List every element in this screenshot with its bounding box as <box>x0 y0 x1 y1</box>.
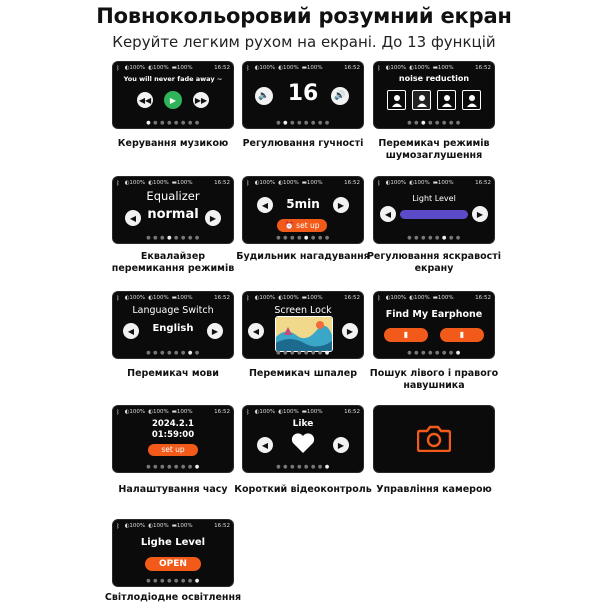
status-bar <box>116 64 230 72</box>
page-dots: ● ● ● ● ● ● ● ● <box>276 235 330 241</box>
language-value: English <box>152 323 194 334</box>
card-caption: Короткий відеоконтроль <box>234 484 372 495</box>
battery-level: ▬100% <box>301 295 323 301</box>
volume-up-icon[interactable]: 🔊 <box>331 87 349 105</box>
find-title: Find My Earphone <box>385 309 483 320</box>
card-caption: Керування музикою <box>117 138 229 149</box>
battery-level: ▬100% <box>432 180 454 186</box>
bluetooth-icon: ᛒ <box>377 179 381 187</box>
status-time: 16:52 <box>475 295 491 301</box>
page-dots: ● ● ● ● ● ● ● ● <box>407 350 461 356</box>
battery-level: ◐100% <box>254 295 276 301</box>
bluetooth-icon: ᛒ <box>246 294 250 302</box>
lock-screen <box>243 292 363 358</box>
person-icon[interactable] <box>462 90 481 110</box>
status-bar <box>377 64 491 72</box>
arrow-left-icon[interactable]: ◀ <box>125 210 141 226</box>
camera-screen <box>374 406 494 472</box>
language-title: Language Switch <box>132 305 214 316</box>
battery-level: ◐100% <box>254 180 276 186</box>
status-bar <box>116 522 230 530</box>
battery-level: ◐100% <box>409 180 430 186</box>
bluetooth-icon: ᛒ <box>377 64 381 72</box>
setup-button[interactable]: set up <box>148 444 198 456</box>
volume-screen <box>243 62 363 128</box>
arrow-right-icon[interactable]: ▶ <box>333 197 349 213</box>
person-icon[interactable] <box>437 90 456 110</box>
battery-level: ◐100% <box>148 295 169 301</box>
battery-level: ◐100% <box>124 180 146 186</box>
battery-level: ▬100% <box>432 65 454 71</box>
battery-level: ◐100% <box>385 65 407 71</box>
card-caption: Налаштування часу <box>118 484 228 495</box>
bluetooth-icon: ᛒ <box>116 408 120 416</box>
arrow-right-icon[interactable]: ▶ <box>205 210 221 226</box>
card-caption: Управління камерою <box>376 484 492 495</box>
battery-level: ▬100% <box>171 65 193 71</box>
find-right-button[interactable]: ▮ <box>440 328 484 342</box>
card-caption: Еквалайзер перемикання режимів <box>111 251 235 274</box>
battery-level: ◐100% <box>409 295 430 301</box>
page-dots: ● ● ● ● ● ● ● ● <box>407 235 461 241</box>
status-time: 16:52 <box>475 65 491 71</box>
brightness-slider[interactable] <box>400 210 468 219</box>
setup-button[interactable]: ⏰ set up <box>277 219 327 232</box>
page-dots: ● ● ● ● ● ● ● ● <box>276 120 330 126</box>
open-button[interactable]: OPEN <box>145 557 201 571</box>
battery-level: ▬100% <box>301 65 323 71</box>
status-time: 16:52 <box>344 180 360 186</box>
page-dots: ● ● ● ● ● ● ● ● <box>146 235 200 241</box>
card-caption: Перемикач мови <box>127 368 219 379</box>
status-time: 16:52 <box>214 295 230 301</box>
battery-level: ◐100% <box>385 295 407 301</box>
like-label: Like <box>292 419 314 429</box>
status-time: 16:52 <box>344 65 360 71</box>
battery-level: ▬100% <box>171 295 193 301</box>
arrow-right-icon[interactable]: ▶ <box>333 437 349 453</box>
status-time: 16:52 <box>475 180 491 186</box>
card-caption: Будильник нагадування <box>236 251 370 262</box>
bluetooth-icon: ᛒ <box>246 408 250 416</box>
card-caption: Пошук лівого і правого навушника <box>369 368 499 391</box>
page-subtitle: Керуйте легким рухом на екрані. До 13 функцій <box>112 33 496 51</box>
status-bar <box>377 294 491 302</box>
music-screen <box>113 62 233 128</box>
page-dots: ● ● ● ● ● ● ● ● <box>146 464 200 470</box>
date-value: 2024.2.1 <box>152 419 194 429</box>
battery-level: ▬100% <box>301 180 323 186</box>
light-screen <box>374 177 494 243</box>
bluetooth-icon: ᛒ <box>246 179 250 187</box>
status-bar <box>246 64 360 72</box>
card-caption: Регулювання яскравості екрану <box>366 251 502 274</box>
battery-level: ◐100% <box>148 523 169 529</box>
lighe-title: Lighe Level <box>140 537 206 548</box>
wallpaper-preview[interactable] <box>275 316 333 352</box>
noise-screen <box>374 62 494 128</box>
battery-level: ◐100% <box>254 409 276 415</box>
heart-icon[interactable] <box>291 432 315 458</box>
lighe-screen <box>113 520 233 586</box>
page-title: Повнокольоровий розумний екран <box>96 4 512 28</box>
alarm-screen <box>243 177 363 243</box>
battery-level: ◐100% <box>148 65 169 71</box>
arrow-right-icon[interactable]: ▶ <box>342 323 358 339</box>
bluetooth-icon: ᛒ <box>377 294 381 302</box>
battery-level: ◐100% <box>124 65 146 71</box>
status-bar <box>246 408 360 416</box>
status-bar <box>116 408 230 416</box>
play-icon[interactable]: ▶ <box>164 91 182 109</box>
find-left-button[interactable]: ▮ <box>384 328 428 342</box>
volume-down-icon[interactable]: 🔈 <box>255 87 273 105</box>
find-screen <box>374 292 494 358</box>
status-time: 16:52 <box>344 409 360 415</box>
status-time: 16:52 <box>214 180 230 186</box>
battery-level: ◐100% <box>278 295 299 301</box>
lock-title: Screen Lock <box>274 305 332 316</box>
arrow-left-icon[interactable]: ◀ <box>257 197 273 213</box>
video-screen <box>243 406 363 472</box>
arrow-right-icon[interactable]: ▶ <box>207 323 223 339</box>
eq-screen <box>113 177 233 243</box>
status-time: 16:52 <box>344 295 360 301</box>
song-title: You will never fade away ~ <box>123 75 223 83</box>
alarm-value: 5min <box>286 197 320 211</box>
status-bar <box>116 179 230 187</box>
page-dots: ● ● ● ● ● ● ● ● <box>407 120 461 126</box>
page-dots: ● ● ● ● ● ● ● ● <box>146 350 200 356</box>
eq-mode: normal <box>147 207 199 222</box>
card-caption: Перемикач режимів шумозаглушення <box>378 138 490 161</box>
language-screen <box>113 292 233 358</box>
person-icon[interactable] <box>412 90 431 110</box>
arrow-left-icon[interactable]: ◀ <box>257 437 273 453</box>
status-time: 16:52 <box>214 409 230 415</box>
volume-value: 16 <box>287 81 319 106</box>
time-value: 01:59:00 <box>151 430 195 440</box>
battery-level: ◐100% <box>409 65 430 71</box>
light-title: Light Level <box>412 194 456 203</box>
arrow-left-icon[interactable]: ◀ <box>123 323 139 339</box>
camera-icon[interactable] <box>417 424 451 456</box>
person-icon[interactable] <box>387 90 406 110</box>
card-caption: Регулювання гучності <box>242 138 364 149</box>
bluetooth-icon: ᛒ <box>116 294 120 302</box>
card-caption: Світлодіодне освітлення <box>104 592 242 603</box>
battery-level: ◐100% <box>278 180 299 186</box>
status-bar <box>377 179 491 187</box>
bluetooth-icon: ᛒ <box>116 64 120 72</box>
bluetooth-icon: ᛒ <box>246 64 250 72</box>
battery-level: ◐100% <box>278 409 299 415</box>
bluetooth-icon: ᛒ <box>116 522 120 530</box>
page-dots: ● ● ● ● ● ● ● ● <box>146 578 200 584</box>
status-bar <box>246 179 360 187</box>
arrow-left-icon[interactable]: ◀ <box>248 323 264 339</box>
battery-level: ◐100% <box>385 180 407 186</box>
battery-level: ◐100% <box>148 409 169 415</box>
card-caption: Перемикач шпалер <box>248 368 357 379</box>
time-screen <box>113 406 233 472</box>
status-time: 16:52 <box>214 523 230 529</box>
battery-level: ◐100% <box>124 523 146 529</box>
page-dots: ● ● ● ● ● ● ● ● <box>276 464 330 470</box>
bluetooth-icon: ᛒ <box>116 179 120 187</box>
page-dots: ● ● ● ● ● ● ● ● <box>146 120 200 126</box>
battery-level: ▬100% <box>432 295 454 301</box>
battery-level: ◐100% <box>254 65 276 71</box>
status-time: 16:52 <box>214 65 230 71</box>
noise-title: noise reduction <box>398 74 470 83</box>
status-bar <box>116 294 230 302</box>
battery-level: ▬100% <box>171 523 193 529</box>
battery-level: ◐100% <box>278 65 299 71</box>
eq-title: Equalizer <box>146 189 200 203</box>
battery-level: ◐100% <box>124 295 146 301</box>
battery-level: ▬100% <box>171 180 193 186</box>
battery-level: ▬100% <box>171 409 193 415</box>
battery-level: ◐100% <box>148 180 169 186</box>
arrow-left-icon[interactable]: ◀ <box>380 206 396 222</box>
next-icon[interactable]: ▶▶ <box>193 92 209 108</box>
status-bar <box>246 294 360 302</box>
battery-level: ◐100% <box>124 409 146 415</box>
prev-icon[interactable]: ◀◀ <box>137 92 153 108</box>
arrow-right-icon[interactable]: ▶ <box>472 206 488 222</box>
page-dots: ● ● ● ● ● ● ● ● <box>276 350 330 356</box>
battery-level: ▬100% <box>301 409 323 415</box>
